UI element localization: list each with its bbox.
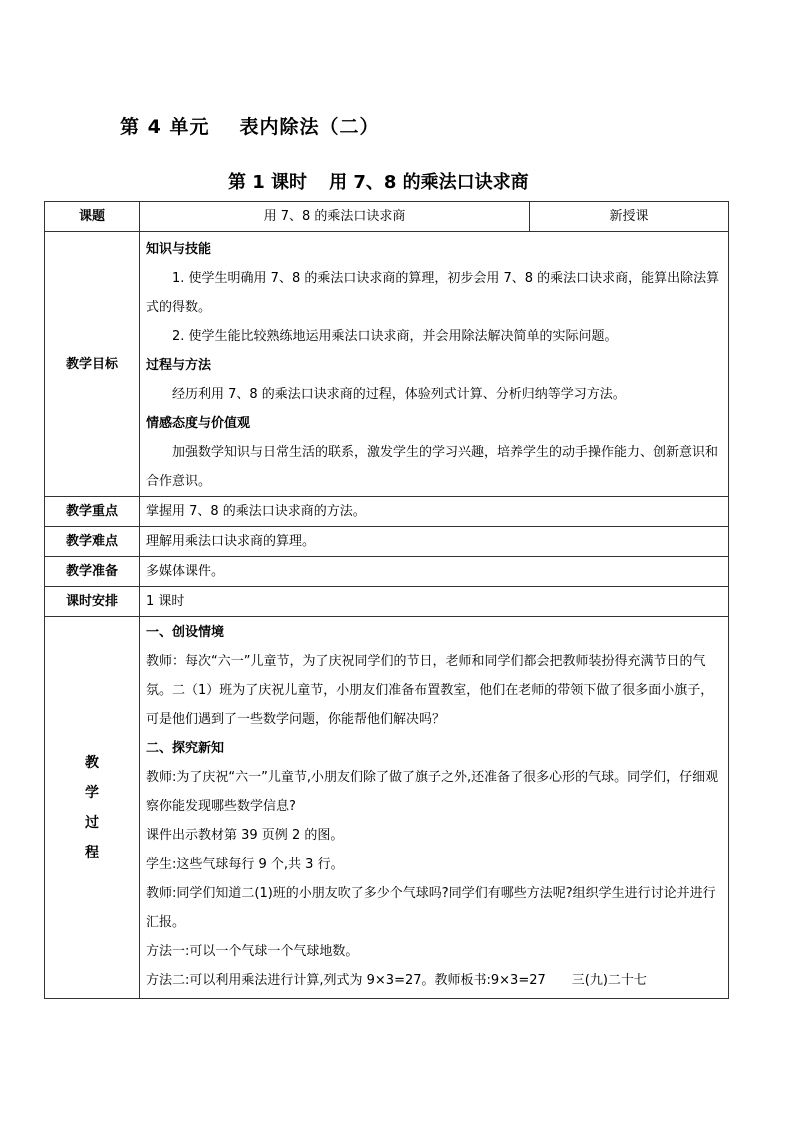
objectives-content [140, 232, 729, 497]
key-point-label: 教学重点 [45, 497, 140, 527]
lesson-plan-table [44, 201, 729, 999]
knowledge-item-2: 2. 使学生能比较熟练地运用乘法口诀求商，并会用除法解决简单的实际问题。 [172, 329, 618, 344]
difficulty-label: 教学难点 [45, 527, 140, 557]
process-para-4: 教师:同学们知道二(1)班的小朋友吹了多少个气球吗?同学们有哪些方法呢?组织学生进行讨论并进行汇报。 [146, 886, 716, 930]
process-para-1: 教师:为了庆祝“六一”儿童节,小朋友们除了做了旗子之外,还准备了很多心形的气球。同学们，仔细观察你能发现哪些数学信息? [146, 770, 719, 814]
preparation-label: 教学准备 [45, 557, 140, 587]
process-para-2: 课件出示教材第 39 页例 2 的图。 [146, 828, 344, 843]
process-text: 经历利用 7、8 的乘法口诀求商的过程，体验列式计算、分析归纳等学习方法。 [172, 387, 626, 402]
process-para-5: 方法一:可以一个气球一个气球地数。 [146, 944, 359, 959]
lesson-title [228, 168, 529, 194]
process-title: 过程与方法 [146, 358, 212, 373]
objectives-row [45, 232, 729, 497]
difficulty-row [45, 527, 729, 557]
unit-name: 表内除法（二） [239, 116, 380, 138]
schedule-label: 课时安排 [45, 587, 140, 617]
unit-title [120, 112, 379, 139]
section-1-text: 教师：每次“六一”儿童节，为了庆祝同学们的节日，老师和同学们都会把教师装扮得充满节日的气氛。二（1）班为了庆祝儿童节，小朋友们准备布置教室，他们在老师的带领下做了很多面小旗子，可是他们遇到了一些数学问题，你能帮他们解决吗？ [146, 654, 714, 727]
schedule-text: 1 课时 [140, 587, 729, 617]
process-label-char-4: 程 [85, 844, 99, 861]
knowledge-item-1: 1. 使学生明确用 7、8 的乘法口诀求商的算理，初步会用 7、8 的乘法口诀求商，能算出除法算式的得数。 [146, 271, 720, 315]
lesson-type: 新授课 [530, 202, 729, 232]
section-1-title: 一、创设情境 [146, 625, 225, 640]
objectives-label: 教学目标 [45, 232, 140, 497]
section-2-title: 二、探究新知 [146, 741, 225, 756]
process-label-char-3: 过 [85, 814, 99, 831]
process-row [45, 617, 729, 999]
preparation-row [45, 557, 729, 587]
process-label-char-1: 教 [85, 754, 99, 771]
unit-number: 第 4 单元 [120, 116, 210, 138]
schedule-row [45, 587, 729, 617]
lesson-name: 用 7、8 的乘法口诀求商 [329, 172, 529, 193]
process-para-3: 学生:这些气球每行 9 个,共 3 行。 [146, 857, 344, 872]
preparation-text: 多媒体课件。 [140, 557, 729, 587]
process-label [45, 617, 140, 999]
key-point-text: 掌握用 7、8 的乘法口诀求商的方法。 [140, 497, 729, 527]
emotion-text: 加强数学知识与日常生活的联系，激发学生的学习兴趣，培养学生的动手操作能力、创新意识和合作意识。 [146, 445, 719, 489]
process-label-char-2: 学 [85, 784, 99, 801]
lesson-number: 第 1 课时 [228, 172, 308, 193]
topic-label: 课题 [45, 202, 140, 232]
key-point-row [45, 497, 729, 527]
topic-value: 用 7、8 的乘法口诀求商 [140, 202, 530, 232]
header-row [45, 202, 729, 232]
emotion-title: 情感态度与价值观 [146, 416, 251, 431]
process-para-6: 方法二:可以利用乘法进行计算,列式为 9×3=27。教师板书:9×3=27 三(九)二十七 [146, 973, 647, 988]
process-content [140, 617, 729, 999]
difficulty-text: 理解用乘法口诀求商的算理。 [140, 527, 729, 557]
knowledge-title: 知识与技能 [146, 242, 212, 257]
